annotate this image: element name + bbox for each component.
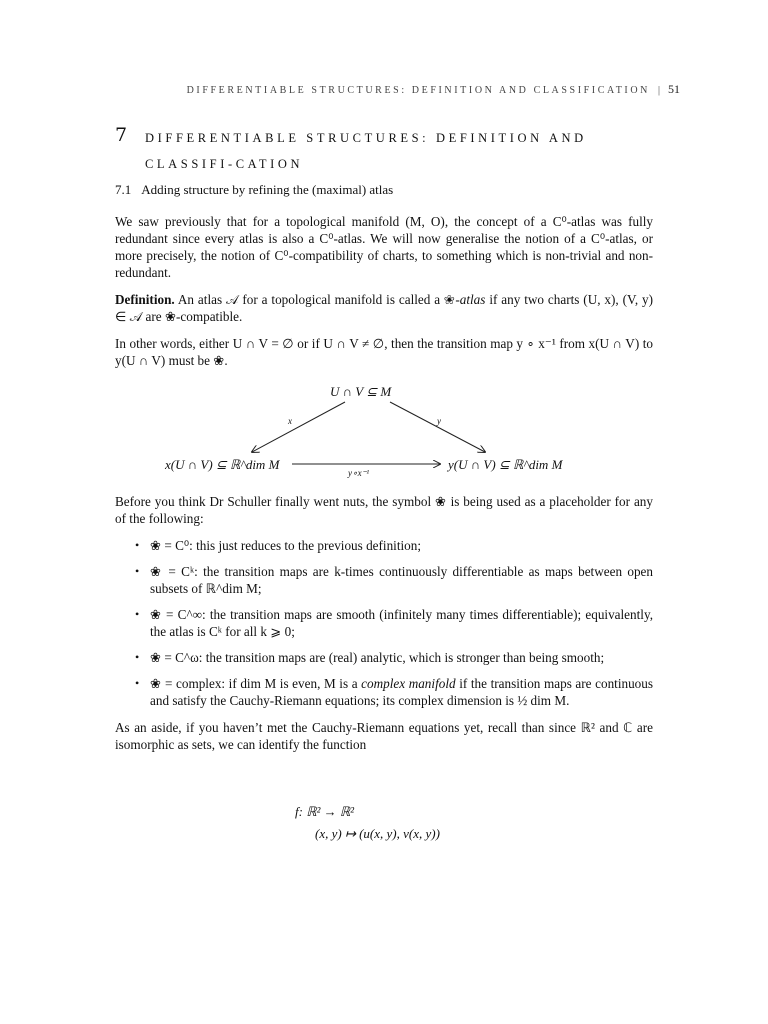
list-item: • ❀ = C^∞: the transition maps are smooth (infinitely many times differentiable); equivalently, the atlas is Cᵏ for all k ⩾ 0; [115, 606, 653, 640]
running-title: DIFFERENTIABLE STRUCTURES: DEFINITION AND CLASSIFICATION [186, 85, 650, 96]
list-item: • ❀ = Cᵏ: the transition maps are k-times continuously differentiable as maps between open subsets of ℝ^dim M; [115, 563, 653, 597]
arrow-left-label: x [288, 416, 292, 426]
chapter-heading [115, 124, 675, 177]
list-item: • ❀ = C^ω: the transition maps are (real) analytic, which is stronger than being smooth; [115, 649, 653, 666]
bullet5-text-b: if the transition maps are continuous and satisfy the Cauchy-Riemann equations; its complex dimension is ½ dim M. [150, 676, 654, 708]
definition-label: Definition. [115, 292, 175, 307]
paragraph-intro: We saw previously that for a topological manifold (M, O), the concept of a C⁰-atlas was fully redundant since every atlas is also a C⁰-atlas. We will now generalise the notion of a C⁰-atlas, or more precisely, the notion of C⁰-compatibility of charts, to something which is non-trivial and non-redundant. [115, 214, 653, 280]
running-header [187, 82, 680, 97]
definition-text-a: An atlas 𝒜 for a topological manifold is called a ❀- [177, 292, 460, 307]
equation-line-1: f: ℝ² → ℝ² [295, 804, 355, 819]
list-item: • ❀ = C⁰: this just reduces to the previous definition; [115, 537, 653, 554]
definition-text-b: if any two charts (U, x), (V, y) ∈ 𝒜 are ❀-compatible. [115, 292, 654, 324]
bullet5-term: complex manifold [361, 676, 456, 691]
arrow-bottom-label: y∘x⁻¹ [348, 468, 370, 478]
text-block-top [115, 213, 653, 379]
section-heading [115, 182, 393, 198]
chapter-number: 7 [115, 124, 128, 146]
header-separator: | [657, 85, 660, 96]
commutative-diagram [150, 380, 610, 485]
definition-term: atlas [459, 292, 486, 307]
text-block-bottom [115, 493, 653, 763]
display-equation [295, 804, 440, 848]
paragraph-transition: In other words, either U ∩ V = ∅ or if U ∩ V ≠ ∅, then the transition map y ∘ x⁻¹ from x(U ∩ V) to y(U ∩ V) must be ❀. [115, 336, 653, 368]
section-title: Adding structure by refining the (maximal) atlas [141, 182, 394, 197]
arrow-right [390, 402, 485, 452]
page-number: 51 [668, 82, 680, 96]
paragraph-placeholder: Before you think Dr Schuller finally went nuts, the symbol ❀ is being used as a placeholder for any of the following: [115, 494, 653, 526]
bullet-list [115, 537, 653, 709]
chapter-title: DIFFERENTIABLE STRUCTURES: DEFINITION AND CLASSIFI-CATION [145, 131, 587, 171]
equation-line-2: (x, y) ↦ (u(x, y), v(x, y)) [315, 826, 440, 841]
diagram-top-label: U ∩ V ⊆ M [330, 384, 392, 399]
section-number: 7.1 [115, 182, 132, 197]
bullet5-text-a: ❀ = complex: if dim M is even, M is a [150, 676, 362, 691]
list-item [115, 675, 653, 709]
arrow-right-label: y [437, 416, 441, 426]
diagram-left-label: x(U ∩ V) ⊆ ℝ^dim M [165, 457, 280, 472]
definition-paragraph [115, 291, 653, 325]
arrow-left [252, 402, 345, 452]
diagram-right-label: y(U ∩ V) ⊆ ℝ^dim M [448, 457, 563, 472]
paragraph-aside: As an aside, if you haven’t met the Cauchy-Riemann equations yet, recall than since ℝ² and ℂ are isomorphic as sets, we can identify the function [115, 720, 653, 752]
